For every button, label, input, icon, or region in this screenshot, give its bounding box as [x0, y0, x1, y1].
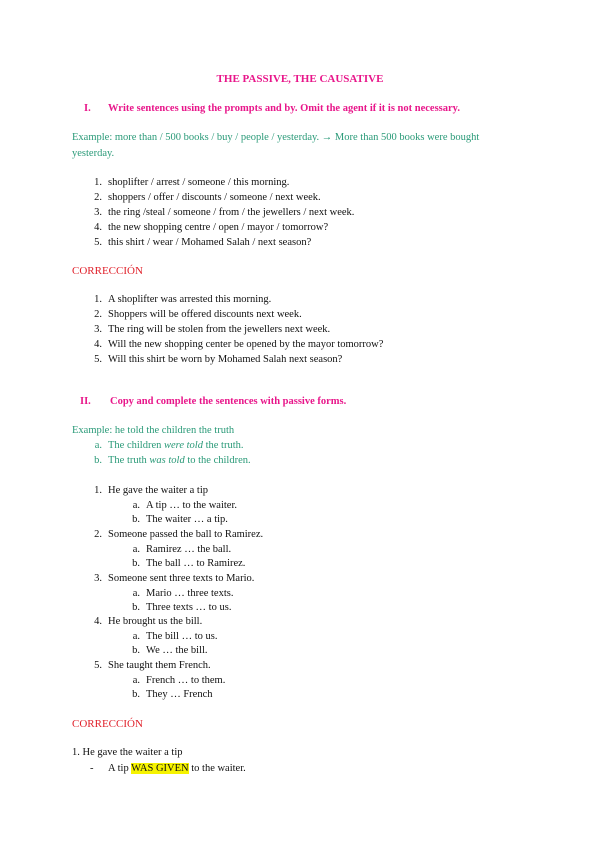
item-text: shoppers / offer / discounts / someone / next week.: [108, 192, 321, 203]
item-text: He gave the waiter a tip: [108, 485, 208, 496]
sub-text: French … to them.: [146, 675, 226, 686]
item-text: Will the new shopping center be opened by the mayor tomorrow?: [108, 339, 384, 350]
list-item: 4. the new shopping centre / open / mayor / tomorrow?: [94, 222, 329, 233]
item-number: 4.: [94, 616, 102, 627]
list-item: 3. the ring /steal / someone / from / the jewellers / next week.: [94, 207, 355, 218]
section-1-instruction: Write sentences using the prompts and by. Omit the agent if it is not necessary.: [108, 103, 460, 114]
sub-item: [120, 500, 237, 511]
item-number: 3.: [94, 573, 102, 584]
sub-item: [120, 645, 208, 656]
list-item: [82, 573, 254, 584]
section-2-example-a: [82, 440, 244, 451]
example-italic: were told: [163, 440, 203, 451]
answer-highlight: WAS GIVEN: [131, 763, 189, 774]
list-item: 5. this shirt / wear / Mohamed Salah / next season?: [94, 237, 312, 248]
list-item: 1. shoplifter / arrest / someone / this morning.: [94, 177, 290, 188]
list-item: 4. Will the new shopping center be opened by the mayor tomorrow?: [94, 339, 384, 350]
section-2-example-head: Example: he told the children the truth: [72, 425, 235, 436]
sub-item: [120, 689, 212, 700]
sub-text: The ball … to Ramirez.: [146, 558, 246, 569]
item-text: the new shopping centre / open / mayor / tomorrow?: [108, 222, 329, 233]
sub-letter: b.: [132, 602, 140, 613]
item-text: shoplifter / arrest / someone / this morning.: [108, 177, 290, 188]
sub-item: [120, 602, 231, 613]
item-number: 5.: [94, 660, 102, 671]
sub-text: Mario … three texts.: [146, 588, 234, 599]
sub-item: [120, 558, 245, 569]
item-text: Shoppers will be offered discounts next week.: [108, 309, 302, 320]
list-item: [82, 660, 211, 671]
item-text: Someone sent three texts to Mario.: [108, 573, 255, 584]
example-text: The truth: [108, 455, 150, 466]
sub-text: A tip … to the waiter.: [146, 500, 237, 511]
section-2-correction-heading: CORRECCIÓN: [72, 718, 143, 730]
example-letter: b.: [94, 455, 102, 466]
section-1-example-line2: yesterday.: [72, 148, 115, 159]
example-text: The children: [108, 440, 164, 451]
section-1-correction-heading: CORRECCIÓN: [72, 265, 143, 277]
answer-text: to the waiter.: [188, 763, 246, 774]
item-number: 1.: [94, 485, 102, 496]
example-text: the truth.: [202, 440, 244, 451]
sub-item: [120, 544, 231, 555]
list-item: [82, 616, 202, 627]
section-1-numeral: I.: [84, 103, 91, 114]
sub-item: [120, 631, 217, 642]
sub-text: Three texts … to us.: [146, 602, 232, 613]
item-text: He brought us the bill.: [108, 616, 203, 627]
sub-letter: b.: [132, 689, 140, 700]
section-1-example-line1: Example: more than / 500 books / buy / people / yesterday. → More than 500 books were bought: [72, 132, 480, 143]
sub-text: The waiter … a tip.: [146, 514, 228, 525]
sub-item: [120, 588, 233, 599]
list-item: 5. Will this shirt be worn by Mohamed Salah next season?: [94, 354, 343, 365]
list-item: 2. Shoppers will be offered discounts next week.: [94, 309, 302, 320]
item-number: 2.: [94, 529, 102, 540]
sub-letter: a.: [132, 631, 140, 642]
section-2-correction-dash: -: [90, 763, 94, 774]
example-letter: a.: [94, 440, 102, 451]
list-item: 3. The ring will be stolen from the jewellers next week.: [94, 324, 331, 335]
sub-letter: a.: [132, 500, 140, 511]
sub-letter: b.: [132, 558, 140, 569]
example-text: to the children.: [184, 455, 251, 466]
list-item: [82, 529, 263, 540]
sub-letter: b.: [132, 514, 140, 525]
sub-letter: a.: [132, 544, 140, 555]
item-text: this shirt / wear / Mohamed Salah / next season?: [108, 237, 312, 248]
item-text: Someone passed the ball to Ramirez.: [108, 529, 264, 540]
list-item: [82, 485, 208, 496]
list-item: 2. shoppers / offer / discounts / someone / next week.: [94, 192, 321, 203]
item-text: the ring /steal / someone / from / the jewellers / next week.: [108, 207, 355, 218]
page-title: THE PASSIVE, THE CAUSATIVE: [216, 73, 384, 85]
item-text: Will this shirt be worn by Mohamed Salah next season?: [108, 354, 343, 365]
list-item: 1. A shoplifter was arrested this morning.: [94, 294, 272, 305]
section-2-example-b: [82, 455, 251, 466]
section-1-heading: [84, 103, 91, 114]
section-2-instruction: Copy and complete the sentences with passive forms.: [110, 396, 347, 407]
sub-text: We … the bill.: [146, 645, 208, 656]
answer-text: A tip: [108, 763, 132, 774]
section-2-numeral: II.: [80, 396, 91, 407]
sub-text: The bill … to us.: [146, 631, 218, 642]
item-text: The ring will be stolen from the jewellers next week.: [108, 324, 331, 335]
sub-letter: b.: [132, 645, 140, 656]
sub-item: [120, 675, 225, 686]
example-italic: was told: [149, 455, 185, 466]
section-2-correction-question: 1. He gave the waiter a tip: [72, 747, 183, 758]
item-text: A shoplifter was arrested this morning.: [108, 294, 272, 305]
sub-letter: a.: [132, 588, 140, 599]
item-text: She taught them French.: [108, 660, 211, 671]
section-2-correction-answer: [108, 763, 246, 774]
sub-letter: a.: [132, 675, 140, 686]
sub-text: Ramirez … the ball.: [146, 544, 232, 555]
sub-item: [120, 514, 228, 525]
sub-text: They … French: [146, 689, 213, 700]
